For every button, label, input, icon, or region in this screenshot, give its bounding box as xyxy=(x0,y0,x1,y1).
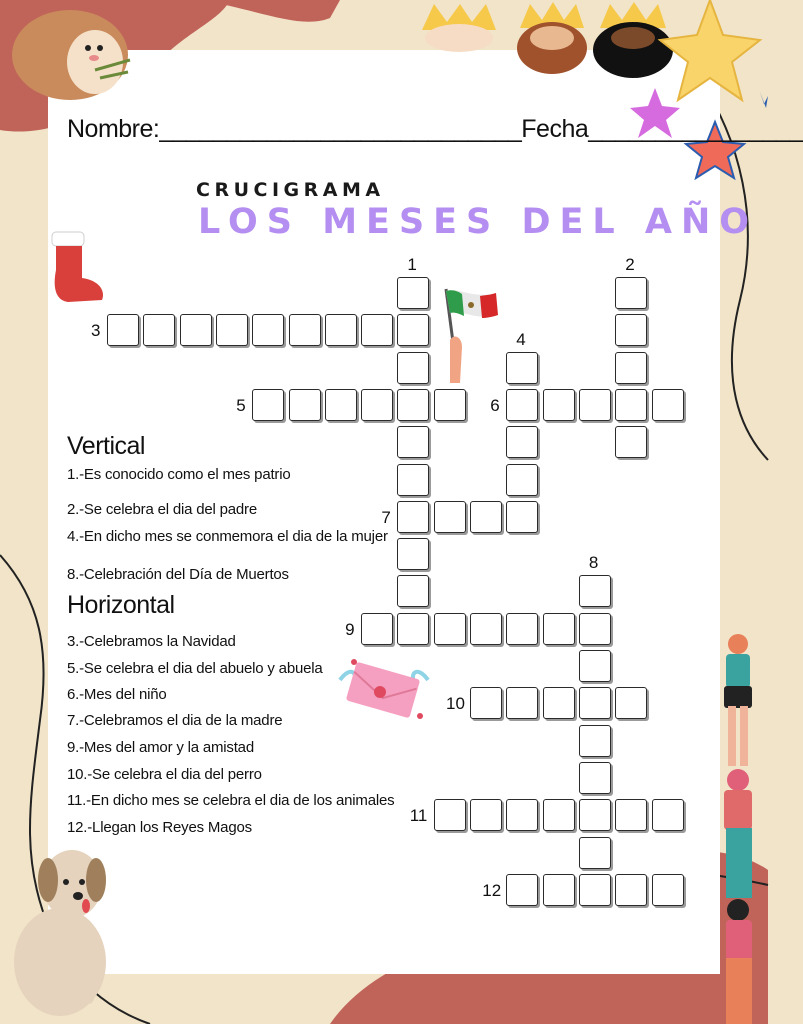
crossword-cell[interactable] xyxy=(615,687,647,719)
crossword-cell[interactable] xyxy=(470,501,502,533)
crossword-cell[interactable] xyxy=(506,687,538,719)
date-line: ________________ xyxy=(588,115,803,143)
crossword-cell[interactable] xyxy=(397,314,429,346)
crossword-cell[interactable] xyxy=(652,389,684,421)
name-label: Nombre: xyxy=(67,115,160,143)
crossword-cell[interactable] xyxy=(397,352,429,384)
hedgehog-icon xyxy=(0,0,140,110)
clue-number-6: 6 xyxy=(490,395,500,415)
clue-vertical-1: 1.-Es conocido como el mes patrio xyxy=(67,466,291,483)
crossword-cell[interactable] xyxy=(397,575,429,607)
crossword-cell[interactable] xyxy=(615,314,647,346)
crossword-cell[interactable] xyxy=(579,687,611,719)
crossword-cell[interactable] xyxy=(615,799,647,831)
clue-horizontal-11: 11.-En dicho mes se celebra el dia de los animales xyxy=(67,792,395,809)
crossword-cell[interactable] xyxy=(107,314,139,346)
crossword-cell[interactable] xyxy=(470,613,502,645)
crossword-cell[interactable] xyxy=(397,426,429,458)
crossword-cell[interactable] xyxy=(579,799,611,831)
stars-icon xyxy=(620,0,768,190)
crossword-cell[interactable] xyxy=(434,501,466,533)
clue-vertical-2: 2.-Se celebra el dia del padre xyxy=(67,501,257,518)
crossword-cell[interactable] xyxy=(506,874,538,906)
girls-tower-icon xyxy=(716,618,768,1024)
crossword-cell[interactable] xyxy=(434,799,466,831)
crossword-cell[interactable] xyxy=(143,314,175,346)
crossword-cell[interactable] xyxy=(506,352,538,384)
crossword-cell[interactable] xyxy=(615,389,647,421)
crossword-cell[interactable] xyxy=(325,314,357,346)
crossword-cell[interactable] xyxy=(543,389,575,421)
clue-number-4: 4 xyxy=(516,329,526,349)
crossword-cell[interactable] xyxy=(470,687,502,719)
crossword-cell[interactable] xyxy=(325,389,357,421)
crossword-cell[interactable] xyxy=(397,464,429,496)
vertical-heading: Vertical xyxy=(67,432,145,460)
clue-horizontal-5: 5.-Se celebra el dia del abuelo y abuela xyxy=(67,660,323,677)
christmas-stocking-icon xyxy=(48,230,108,306)
clue-vertical-8: 8.-Celebración del Día de Muertos xyxy=(67,566,289,583)
dog-icon xyxy=(0,844,130,1024)
crossword-cell[interactable] xyxy=(543,874,575,906)
clue-number-9: 9 xyxy=(345,619,355,639)
crossword-cell[interactable] xyxy=(252,314,284,346)
crossword-cell[interactable] xyxy=(397,277,429,309)
crossword-cell[interactable] xyxy=(506,464,538,496)
crossword-cell[interactable] xyxy=(579,650,611,682)
crossword-cell[interactable] xyxy=(361,613,393,645)
love-letter-icon xyxy=(336,650,432,722)
crossword-cell[interactable] xyxy=(579,874,611,906)
crossword-cell[interactable] xyxy=(615,874,647,906)
clue-number-3: 3 xyxy=(91,321,101,341)
date-label: Fecha xyxy=(521,115,589,143)
clue-horizontal-6: 6.-Mes del niño xyxy=(67,686,167,703)
clue-number-10: 10 xyxy=(446,694,465,714)
crossword-cell[interactable] xyxy=(652,874,684,906)
crossword-cell[interactable] xyxy=(397,538,429,570)
crossword-cell[interactable] xyxy=(543,799,575,831)
clue-number-2: 2 xyxy=(625,255,635,274)
clue-number-7: 7 xyxy=(381,507,391,527)
subtitle: CRUCIGRAMA xyxy=(196,179,385,201)
crossword-cell[interactable] xyxy=(579,389,611,421)
clue-number-5: 5 xyxy=(236,395,246,415)
crossword-cell[interactable] xyxy=(615,277,647,309)
crossword-cell[interactable] xyxy=(216,314,248,346)
name-line: ___________________________ xyxy=(159,115,522,143)
crossword-cell[interactable] xyxy=(361,314,393,346)
clue-horizontal-10: 10.-Se celebra el dia del perro xyxy=(67,766,262,783)
crossword-cell[interactable] xyxy=(397,501,429,533)
crossword-cell[interactable] xyxy=(543,687,575,719)
crossword-cell[interactable] xyxy=(579,762,611,794)
crossword-cell[interactable] xyxy=(180,314,212,346)
crossword-cell[interactable] xyxy=(397,389,429,421)
crossword-cell[interactable] xyxy=(615,352,647,384)
crossword-cell[interactable] xyxy=(615,426,647,458)
crossword-cell[interactable] xyxy=(506,501,538,533)
crossword-cell[interactable] xyxy=(579,837,611,869)
horizontal-heading: Horizontal xyxy=(67,591,175,619)
name-field[interactable] xyxy=(67,115,803,144)
crossword-cell[interactable] xyxy=(579,725,611,757)
crossword-cell[interactable] xyxy=(543,613,575,645)
page-title: LOS MESES DEL AÑO xyxy=(198,202,759,242)
crossword-cell[interactable] xyxy=(470,799,502,831)
clue-horizontal-9: 9.-Mes del amor y la amistad xyxy=(67,739,254,756)
clue-horizontal-7: 7.-Celebramos el dia de la madre xyxy=(67,712,283,729)
crossword-cell[interactable] xyxy=(579,575,611,607)
crossword-cell[interactable] xyxy=(361,389,393,421)
crossword-cell[interactable] xyxy=(289,389,321,421)
clue-number-12: 12 xyxy=(482,880,502,900)
clue-number-1: 1 xyxy=(407,255,417,274)
crossword-cell[interactable] xyxy=(397,613,429,645)
crossword-cell[interactable] xyxy=(252,389,284,421)
crossword-cell[interactable] xyxy=(579,613,611,645)
clue-vertical-4: 4.-En dicho mes se conmemora el dia de la mujer xyxy=(67,528,388,545)
clue-horizontal-12: 12.-Llegan los Reyes Magos xyxy=(67,819,252,836)
crossword-cell[interactable] xyxy=(434,613,466,645)
clue-number-8: 8 xyxy=(588,553,599,573)
crossword-cell[interactable] xyxy=(506,799,538,831)
crossword-cell[interactable] xyxy=(289,314,321,346)
crossword-cell[interactable] xyxy=(506,426,538,458)
mexican-flag-icon xyxy=(440,285,502,385)
crossword-cell[interactable] xyxy=(434,389,466,421)
clue-horizontal-3: 3.-Celebramos la Navidad xyxy=(67,633,236,650)
crossword-cell[interactable] xyxy=(652,799,684,831)
clue-number-11: 11 xyxy=(409,806,428,826)
crossword-cell[interactable] xyxy=(506,613,538,645)
crossword-cell[interactable] xyxy=(506,389,538,421)
